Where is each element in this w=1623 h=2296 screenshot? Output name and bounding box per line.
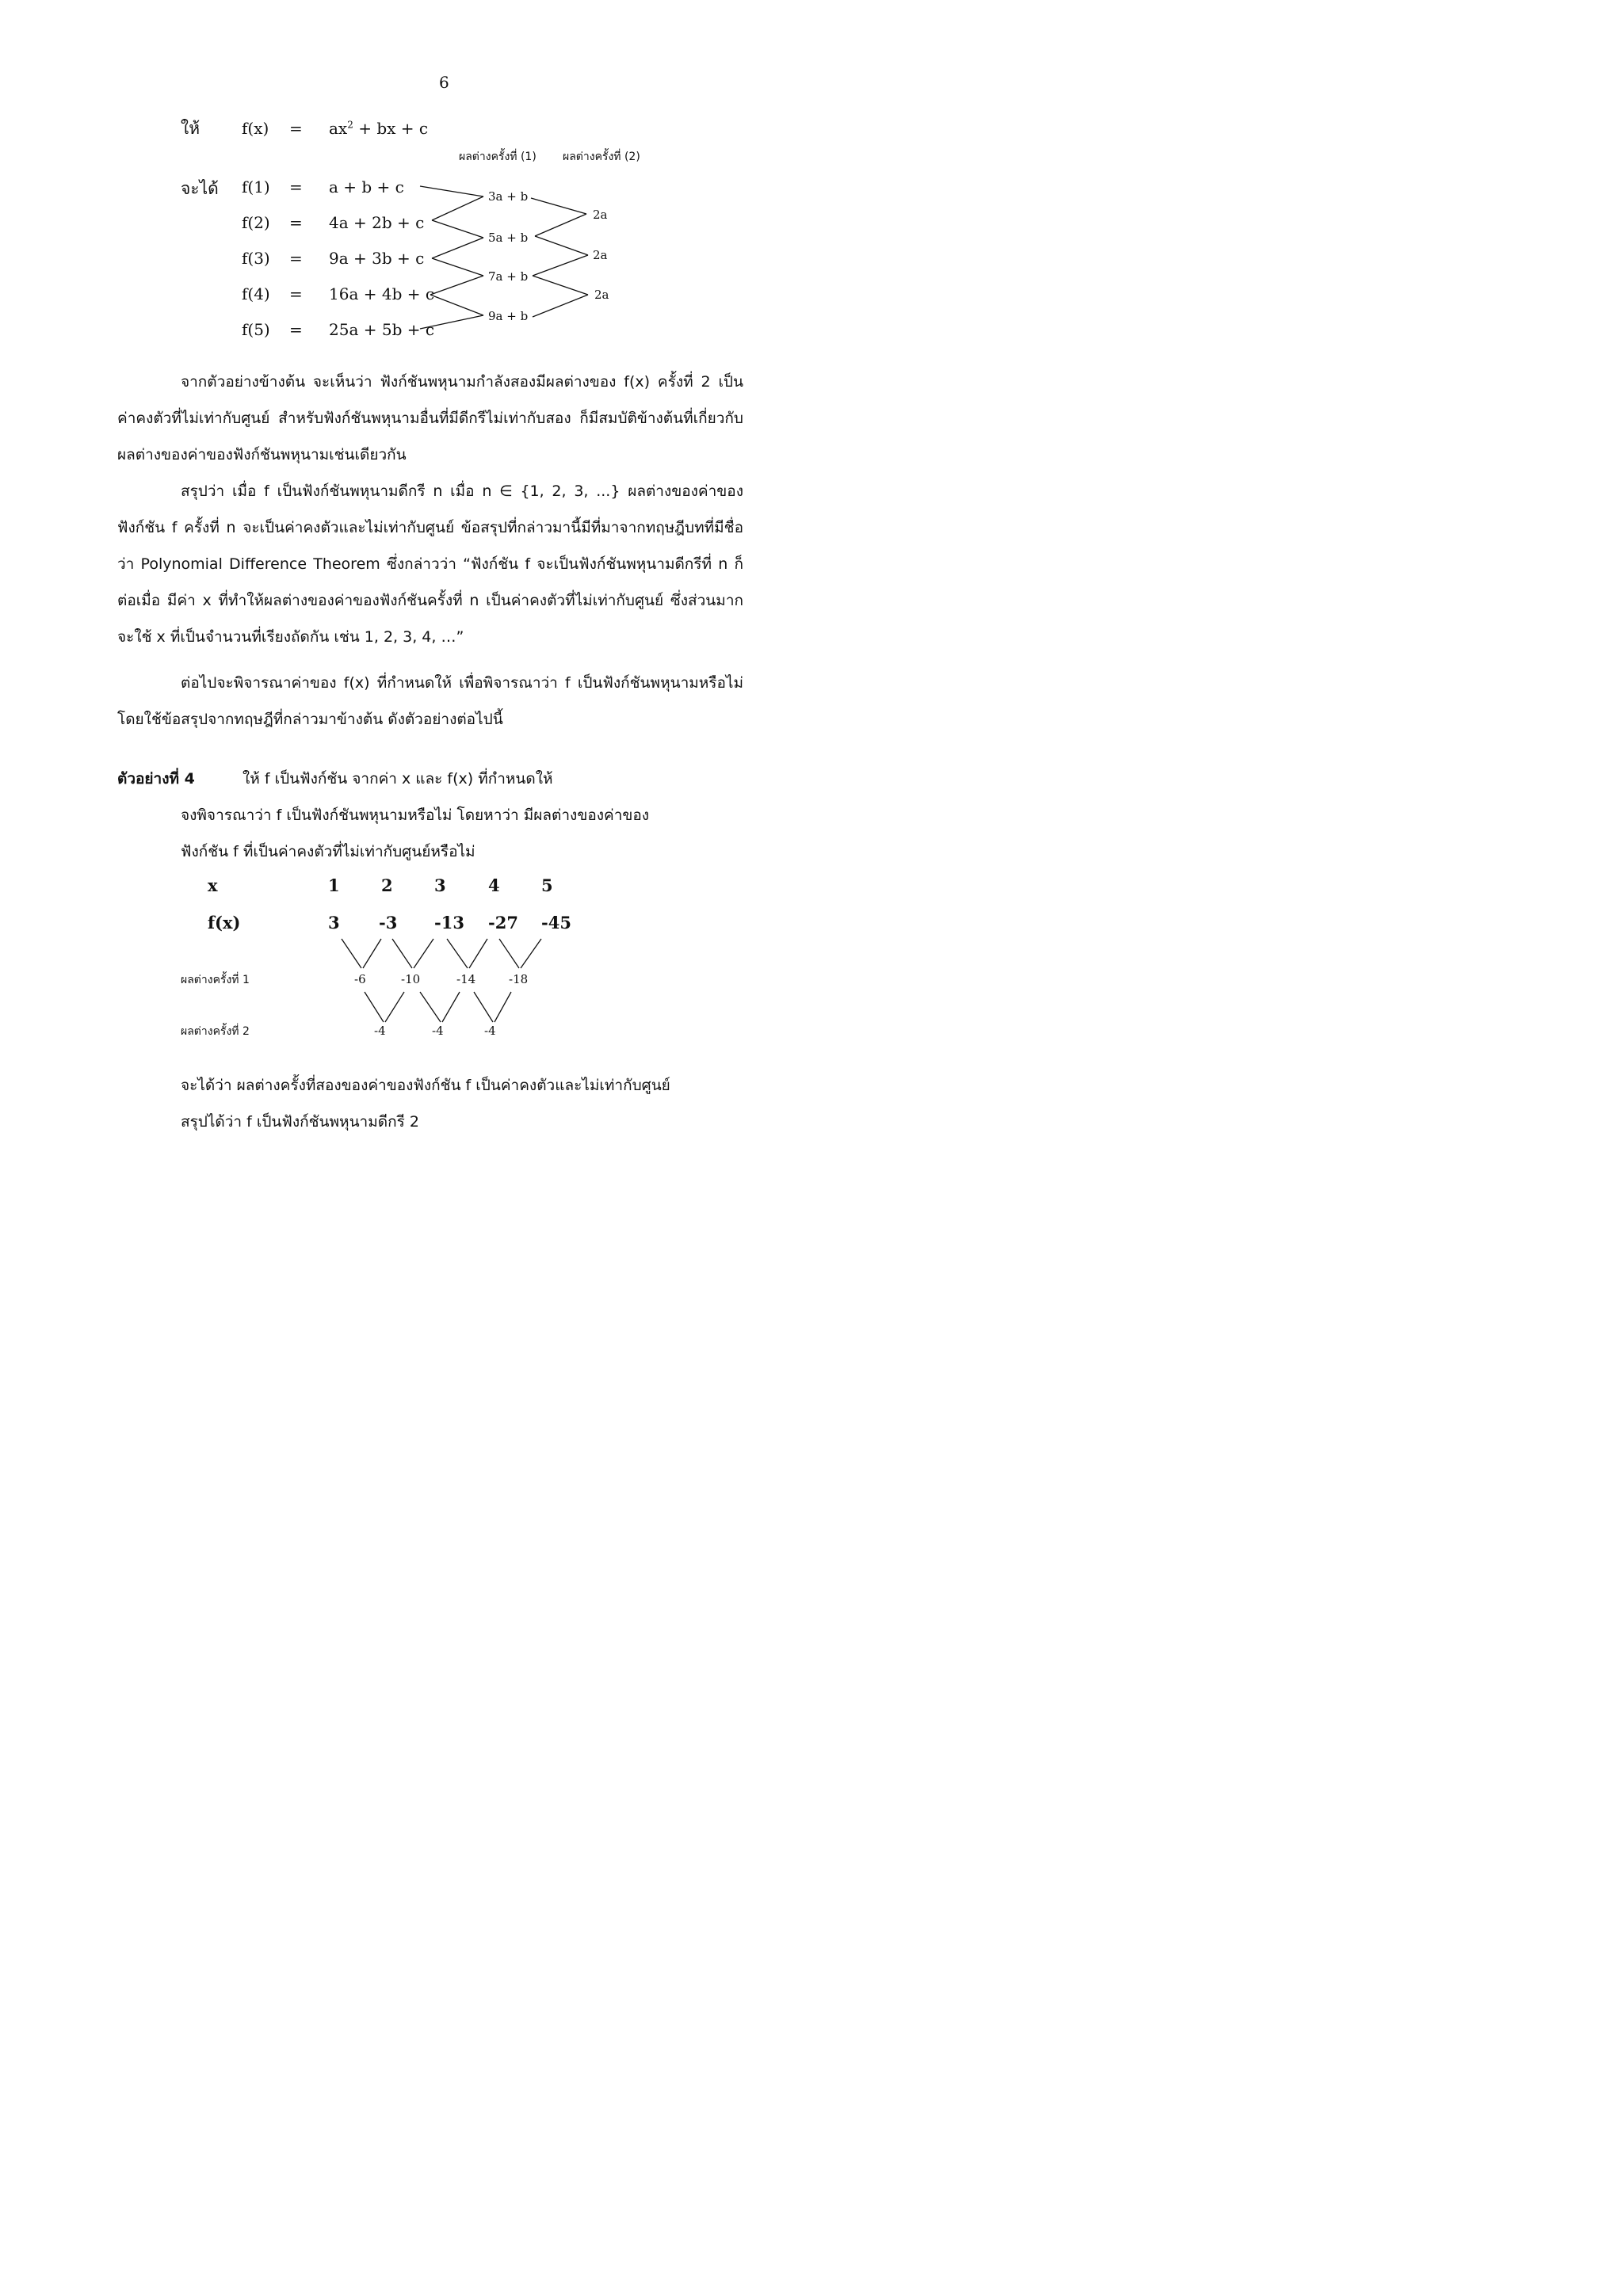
first-diff-4: 9a + b (488, 309, 529, 323)
row-eq-5: = (289, 320, 303, 339)
row-eq-2: = (289, 213, 303, 232)
x-row-label: x (208, 875, 218, 895)
f-def-rhs-rest: + bx + c (353, 119, 429, 138)
diff2-value-1: -4 (374, 1024, 386, 1038)
first-diff-1: 3a + b (488, 189, 529, 204)
row-lhs-4: f(4) (242, 284, 270, 303)
row-rhs-3: 9a + 3b + c (329, 249, 425, 268)
fx-value-1: 3 (328, 913, 340, 933)
second-diff-2: 2a (593, 248, 608, 262)
fx-value-3: -13 (434, 913, 464, 933)
x-value-2: 2 (381, 875, 393, 895)
paragraph-polynomial-differences-text: จากตัวอย่างข้างต้น จะเห็นว่า ฟังก์ชันพหุนามกำลังสองมีผลต่างของ f(x) ครั้งที่ 2 เป็นค่าคงตัวที่ไม่เท่ากับศูนย์ สำหรับฟังก์ชันพหุนามอื่นที่มีดีกรีไม่เท่ากับสอง ก็มีสมบัติข้างต้นที่เกี่ยวกับผลต่างของค่าของฟังก์ชันพหุนามเช่นเดียวกัน (117, 373, 743, 463)
paragraph-next-consideration (117, 665, 743, 738)
row-lhs-5: f(5) (242, 320, 270, 339)
conclusion-line-2: สรุปได้ว่า f เป็นฟังก์ชันพหุนามดีกรี 2 (181, 1113, 419, 1131)
diff2-value-2: -4 (432, 1024, 444, 1038)
row-rhs-4: 16a + 4b + c (329, 284, 435, 303)
diff1-value-1: -6 (354, 972, 366, 986)
page-number: 6 (439, 73, 449, 92)
fx-value-5: -45 (541, 913, 571, 933)
paragraph-polynomial-difference-theorem-text: สรุปว่า เมื่อ f เป็นฟังก์ชันพหุนามดีกรี n เมื่อ n ∈ {1, 2, 3, ...} ผลต่างของค่าของฟังก์ชัน f ครั้งที่ n จะเป็นค่าคงตัวและไม่เท่ากับศูนย์ ข้อสรุปที่กล่าวมานี้มีที่มาจากทฤษฎีบทที่มีชื่อว่า Polynomial Difference Theorem ซึ่งกล่าวว่า “ฟังก์ชัน f จะเป็นฟังก์ชันพหุนามดีกรีที่ n ก็ต่อเมื่อ มีค่า x ที่ทำให้ผลต่างของค่าของฟังก์ชันครั้งที่ n เป็นค่าคงตัวที่ไม่เท่ากับศูนย์ ซึ่งส่วนมากจะใช้ x ที่เป็นจำนวนที่เรียงถัดกัน เช่น 1, 2, 3, 4, …” (117, 482, 743, 646)
example-label: ตัวอย่างที่ 4 (117, 770, 195, 788)
row-eq-3: = (289, 249, 303, 268)
diff1-value-3: -14 (456, 972, 476, 986)
row-lhs-1: f(1) (242, 177, 270, 196)
let-label: ให้ (181, 119, 200, 138)
row-eq-1: = (289, 177, 303, 196)
diff1-value-4: -18 (509, 972, 529, 986)
x-value-5: 5 (541, 875, 553, 895)
first-diff-3: 7a + b (488, 269, 529, 284)
row-lhs-3: f(3) (242, 249, 270, 268)
second-diff-3: 2a (594, 288, 609, 302)
fx-value-2: -3 (379, 913, 398, 933)
row-lhs-2: f(2) (242, 213, 270, 232)
paragraph-next-consideration-text: ต่อไปจะพิจารณาค่าของ f(x) ที่กำหนดให้ เพื่อพิจารณาว่า f เป็นฟังก์ชันพหุนามหรือไม่ โดยใช้ข้อสรุปจากทฤษฎีที่กล่าวมาข้างต้น ดังตัวอย่างต่อไปนี้ (117, 674, 743, 728)
diff2-value-3: -4 (484, 1024, 496, 1038)
f-def-rhs-exp: 2 (347, 119, 353, 131)
f-def-lhs: f(x) (242, 119, 269, 138)
row-rhs-5: 25a + 5b + c (329, 320, 435, 339)
diff1-value-2: -10 (401, 972, 421, 986)
diff2-row-label: ผลต่างครั้งที่ 2 (181, 1025, 250, 1038)
conclusion-line-1: จะได้ว่า ผลต่างครั้งที่สองของค่าของฟังก์ชัน f เป็นค่าคงตัวและไม่เท่ากับศูนย์ (181, 1077, 670, 1094)
diff1-header: ผลต่างครั้งที่ (1) (459, 151, 537, 163)
row-rhs-1: a + b + c (329, 177, 404, 196)
x-value-4: 4 (488, 875, 500, 895)
fx-value-4: -27 (488, 913, 518, 933)
example-line-1: ให้ f เป็นฟังก์ชัน จากค่า x และ f(x) ที่กำหนดให้ (242, 770, 553, 788)
f-def-equals: = (289, 119, 303, 138)
diff1-row-label: ผลต่างครั้งที่ 1 (181, 974, 250, 986)
x-value-1: 1 (328, 875, 340, 895)
example-line-3: ฟังก์ชัน f ที่เป็นค่าคงตัวที่ไม่เท่ากับศูนย์หรือไม่ (181, 843, 475, 860)
get-label: จะได้ (181, 179, 219, 198)
fx-row-label: f(x) (208, 913, 241, 933)
f-def-rhs-base: ax (329, 119, 348, 138)
x-value-3: 3 (434, 875, 446, 895)
paragraph-polynomial-difference-theorem (117, 473, 743, 655)
row-eq-4: = (289, 284, 303, 303)
example-line-2: จงพิจารณาว่า f เป็นฟังก์ชันพหุนามหรือไม่ โดยหาว่า มีผลต่างของค่าของ (181, 807, 650, 824)
paragraph-polynomial-differences (117, 364, 743, 473)
second-diff-1: 2a (593, 208, 608, 222)
first-diff-2: 5a + b (488, 231, 529, 245)
row-rhs-2: 4a + 2b + c (329, 213, 425, 232)
diff2-header: ผลต่างครั้งที่ (2) (563, 151, 640, 163)
